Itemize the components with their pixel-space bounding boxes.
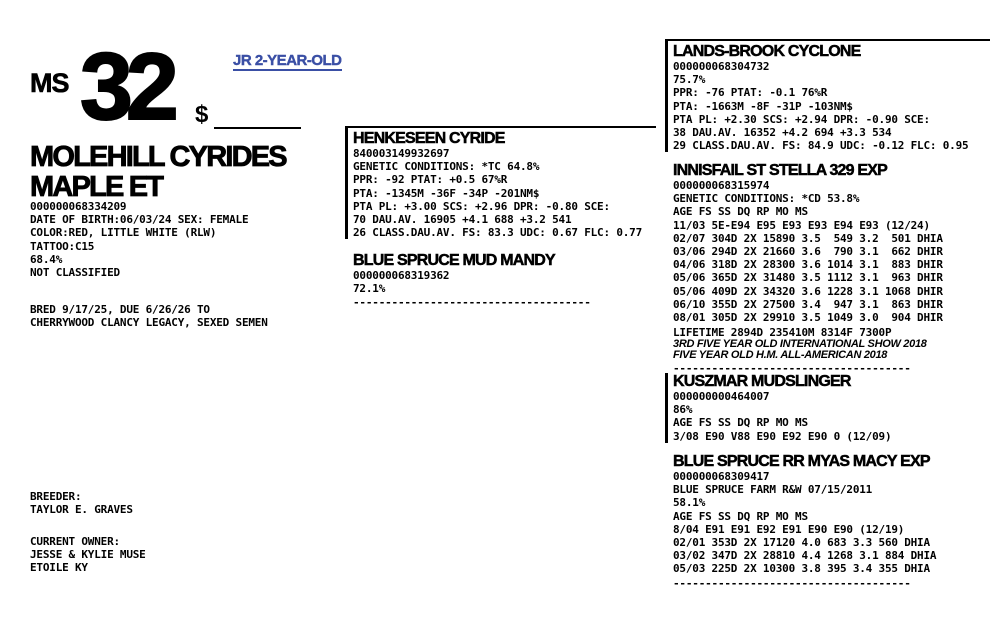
text-line: 000000068334209: [30, 200, 127, 213]
price-blank-line: [214, 103, 301, 129]
text-line: AGE FS SS DQ RP MO MS: [673, 205, 808, 219]
text-line: COLOR:RED, LITTLE WHITE (RLW): [30, 226, 217, 240]
class-link[interactable]: JR 2-YEAR-OLD: [233, 52, 342, 69]
pedigree-section-dam-dam: [665, 453, 990, 590]
section-title: HENKESEEN CYRIDE: [353, 130, 505, 147]
section-lines: [673, 60, 990, 152]
section-title: BLUE SPRUCE MUD MANDY: [353, 252, 555, 269]
dashed-separator: -------------------------------------: [673, 576, 911, 590]
text-line: 08/01 305D 2X 29910 3.5 1049 3.0 904 DHIR: [673, 311, 943, 325]
price-dollar-sign: $: [195, 101, 209, 128]
section-lines: [353, 269, 656, 295]
animal-details: [30, 200, 248, 279]
section-lines: [673, 470, 990, 576]
section-lines: [673, 390, 990, 443]
animal-name-line2: MAPLE ET: [30, 171, 163, 203]
pedigree-section-sire-sire: [665, 39, 990, 152]
text-line: 000000068309417: [673, 470, 770, 483]
text-line: 03/02 347D 2X 28810 4.4 1268 3.1 884 DHIA: [673, 549, 937, 563]
text-line: BREEDER:: [30, 490, 82, 503]
text-line: 8/04 E91 E91 E92 E91 E90 E90 (12/19): [673, 522, 905, 536]
text-line: 70 DAU.AV. 16905 +4.1 688 +3.2 541: [353, 213, 572, 227]
section-title: LANDS-BROOK CYCLONE: [673, 43, 861, 60]
lot-prefix: MS: [30, 68, 69, 98]
animal-name-line1: MOLEHILL CYRIDES: [30, 141, 286, 173]
text-line: CURRENT OWNER:: [30, 535, 120, 548]
lot-number: 32: [80, 34, 172, 140]
text-line: TAYLOR E. GRAVES: [30, 503, 133, 517]
breeder-block: [30, 490, 133, 516]
animal-name: [30, 142, 286, 202]
text-line: CHERRYWOOD CLANCY LEGACY, SEXED SEMEN: [30, 316, 268, 330]
dashed-separator: -------------------------------------: [673, 362, 911, 376]
text-line: 000000068304732: [673, 60, 770, 73]
owner-block: [30, 535, 146, 575]
section-title: KUSZMAR MUDSLINGER: [673, 373, 851, 390]
text-line: 3/08 E90 V88 E90 E92 E90 0 (12/09): [673, 429, 892, 443]
text-line: 05/06 365D 2X 31480 3.5 1112 3.1 963 DHIR: [673, 271, 943, 285]
text-line: 05/03 225D 2X 10300 3.8 395 3.4 355 DHIA: [673, 562, 930, 576]
text-line: NOT CLASSIFIED: [30, 266, 120, 280]
text-line: ETOILE KY: [30, 561, 88, 575]
text-line: PTA PL: +3.00 SCS: +2.96 DPR: -0.80 SCE:: [353, 199, 610, 213]
text-line: PPR: -76 PTAT: -0.1 76%R: [673, 86, 828, 100]
text-line: 000000068315974: [673, 179, 770, 192]
text-line: 86%: [673, 403, 693, 417]
text-line: 29 CLASS.DAU.AV. FS: 84.9 UDC: -0.12 FLC: 0.95: [673, 139, 969, 153]
text-line: PTA PL: +2.30 SCS: +2.94 DPR: -0.90 SCE:: [673, 112, 930, 126]
text-line: 06/10 355D 2X 27500 3.4 947 3.1 863 DHIR: [673, 297, 943, 311]
text-line: JESSE & KYLIE MUSE: [30, 548, 146, 562]
section-title: INNISFAIL ST STELLA 329 EXP: [673, 162, 888, 179]
text-line: 72.1%: [353, 282, 386, 296]
text-line: 38 DAU.AV. 16352 +4.2 694 +3.3 534: [673, 126, 892, 140]
dashed-separator: -------------------------------------: [353, 296, 591, 310]
breeding-info: [30, 303, 268, 329]
text-line: TATTOO:C15: [30, 239, 95, 253]
text-line: 000000000464007: [673, 390, 770, 403]
text-line: 03/06 294D 2X 21660 3.6 790 3.1 662 DHIR: [673, 245, 943, 259]
lifetime-record: LIFETIME 2894D 235410M 8314F 7300P: [673, 326, 892, 340]
pedigree-section-sire: [345, 126, 656, 239]
text-line: PPR: -92 PTAT: +0.5 67%R: [353, 173, 508, 187]
text-line: 68.4%: [30, 252, 63, 266]
text-line: 11/03 5E-E94 E95 E93 E93 E94 E93 (12/24): [673, 218, 930, 232]
text-line: GENETIC CONDITIONS: *CD 53.8%: [673, 192, 860, 206]
text-line: GENETIC CONDITIONS: *TC 64.8%: [353, 160, 540, 174]
pedigree-section-sire-dam: [665, 162, 990, 376]
text-line: 26 CLASS.DAU.AV. FS: 83.3 UDC: 0.67 FLC: 0.77: [353, 226, 643, 240]
show-awards: [673, 339, 990, 361]
text-line: AGE FS SS DQ RP MO MS: [673, 509, 808, 523]
pedigree-section-dam-sire: [665, 373, 990, 443]
text-line: 02/01 353D 2X 17120 4.0 683 3.3 560 DHIA: [673, 536, 930, 550]
text-line: 75.7%: [673, 73, 706, 87]
text-line: 000000068319362: [353, 269, 450, 282]
section-title: BLUE SPRUCE RR MYAS MACY EXP: [673, 453, 930, 470]
text-line: 04/06 318D 2X 28300 3.6 1014 3.1 883 DHIR: [673, 258, 943, 272]
text-line: BLUE SPRUCE FARM R&W 07/15/2011: [673, 483, 873, 497]
text-line: BRED 9/17/25, DUE 6/26/26 TO: [30, 303, 210, 316]
text-line: 02/07 304D 2X 15890 3.5 549 3.2 501 DHIA: [673, 231, 943, 245]
text-line: 58.1%: [673, 496, 706, 510]
section-lines: [673, 179, 990, 324]
section-lines: [353, 147, 656, 239]
text-line: AGE FS SS DQ RP MO MS: [673, 416, 808, 430]
text-line: 05/06 409D 2X 34320 3.6 1228 3.1 1068 DHIR: [673, 284, 943, 298]
text-line: 840003149932697: [353, 147, 450, 160]
pedigree-section-dam: [345, 252, 656, 310]
text-line: PTA: -1663M -8F -31P -103NM$: [673, 99, 853, 113]
text-line: DATE OF BIRTH:06/03/24 SEX: FEMALE: [30, 213, 249, 227]
text-line: 3RD FIVE YEAR OLD INTERNATIONAL SHOW 2018: [673, 338, 927, 351]
text-line: PTA: -1345M -36F -34P -201NM$: [353, 186, 540, 200]
text-line: FIVE YEAR OLD H.M. ALL-AMERICAN 2018: [673, 349, 888, 362]
